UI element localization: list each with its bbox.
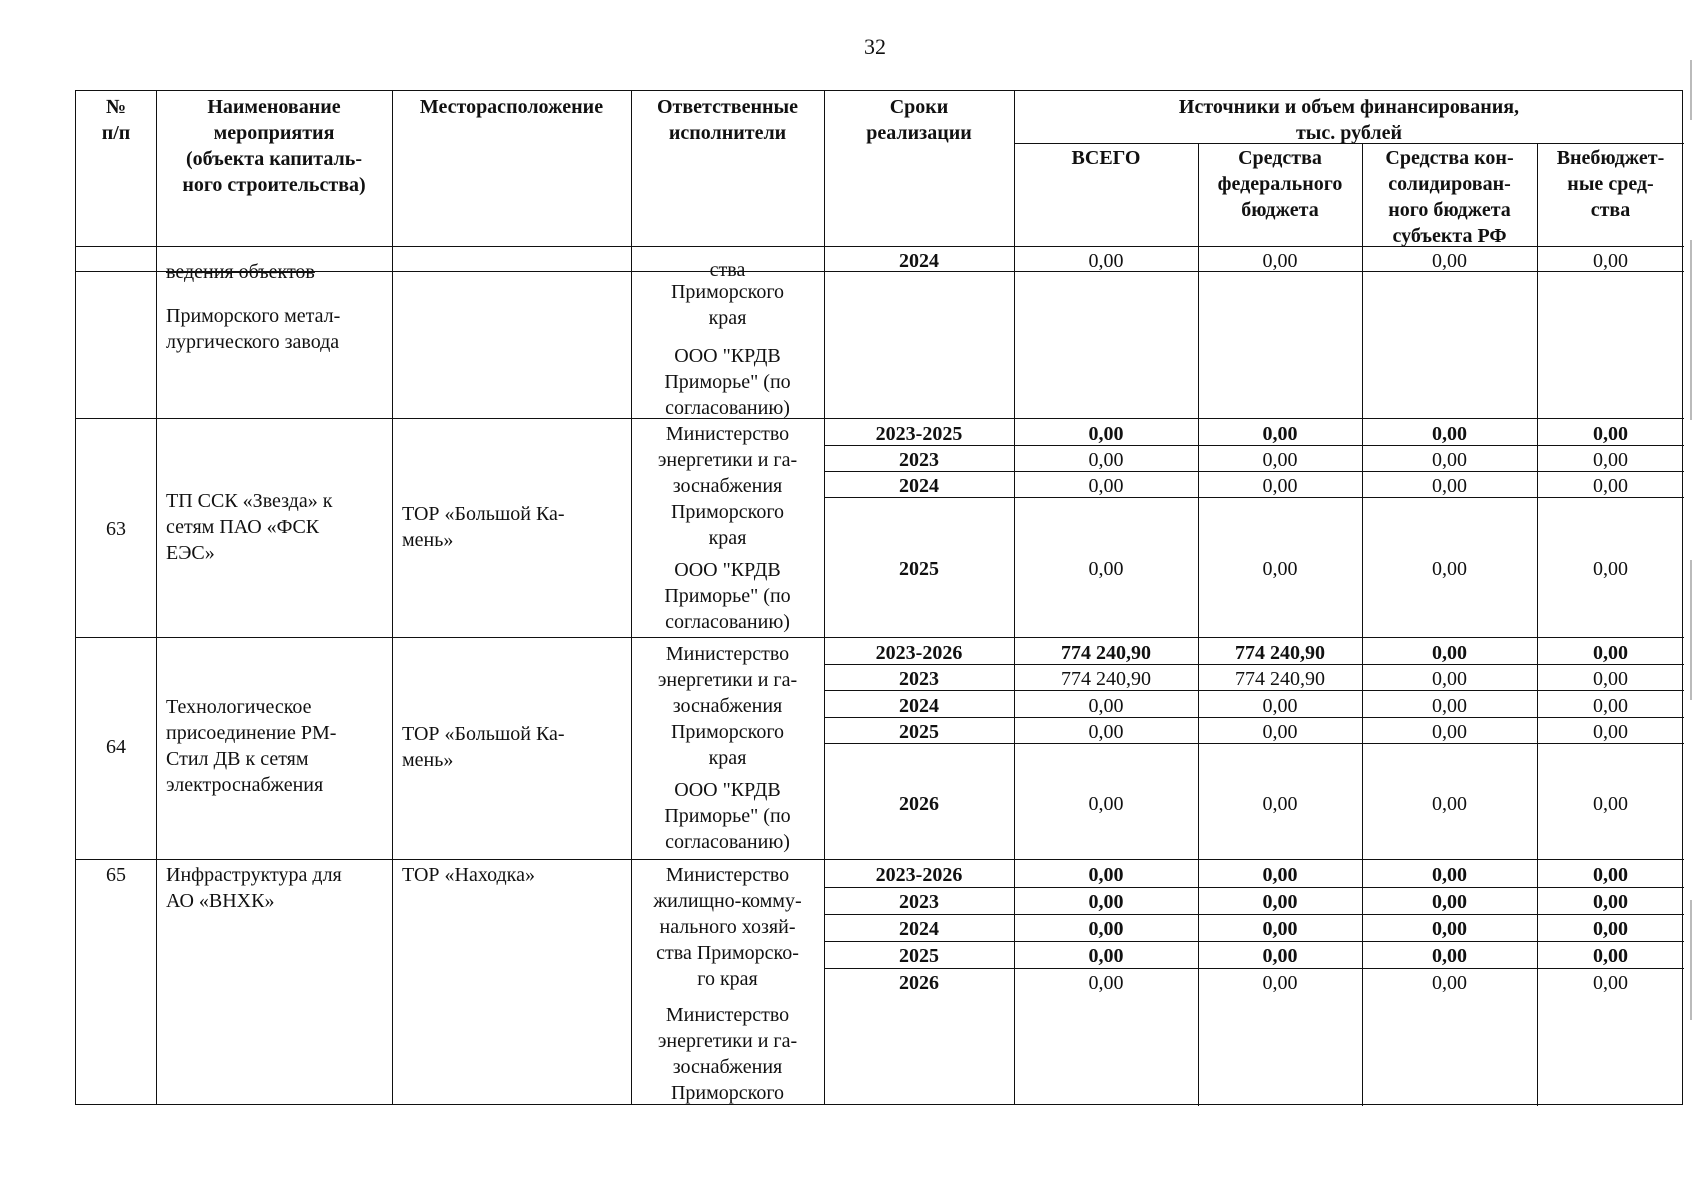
consolidated-cell: 0,00 — [1432, 721, 1467, 743]
year-cell: 2023 — [899, 449, 939, 471]
extra-cell: 0,00 — [1593, 891, 1628, 913]
header-num: № п/п — [101, 96, 131, 144]
total-cell: 0,00 — [1088, 918, 1124, 940]
total-cell: 0,00 — [1088, 721, 1124, 743]
total-cell: 0,00 — [1088, 558, 1124, 580]
year-cell: 2024 — [899, 918, 939, 940]
federal-cell: 0,00 — [1262, 423, 1298, 445]
federal-cell: 774 240,90 — [1235, 668, 1325, 690]
extra-cell: 0,00 — [1593, 695, 1628, 717]
extra-cell: 0,00 — [1593, 972, 1628, 994]
row-number: 64 — [106, 736, 126, 758]
consolidated-cell: 0,00 — [1432, 423, 1467, 445]
scan-edge-mark — [1690, 240, 1692, 420]
extra-cell: 0,00 — [1593, 918, 1628, 940]
event-name: Инфраструктура для АО «ВНХК» — [166, 864, 342, 912]
extra-cell: 0,00 — [1593, 864, 1628, 886]
extra-cell: 0,00 — [1593, 945, 1628, 967]
extra-cell: 0,00 — [1593, 558, 1628, 580]
total-cell: 0,00 — [1088, 475, 1124, 497]
location-text: ТОР «Большой Ка- мень» — [402, 503, 565, 551]
year-cell: 2024 — [899, 695, 939, 717]
federal-cell: 0,00 — [1262, 695, 1298, 717]
consolidated-cell: 0,00 — [1432, 475, 1467, 497]
extra-cell: 0,00 — [1593, 449, 1628, 471]
federal-cell: 0,00 — [1262, 793, 1298, 815]
extra-cell: 0,00 — [1593, 475, 1628, 497]
event-name: Технологическое присоединение РМ- Стил ДВ к сетям электроснабжения — [166, 696, 337, 796]
scan-edge-mark — [1690, 60, 1692, 120]
year-cell: 2024 — [899, 250, 939, 272]
extra-cell: 0,00 — [1593, 250, 1628, 272]
row-line — [76, 859, 1684, 860]
total-cell: 0,00 — [1088, 449, 1124, 471]
consolidated-cell: 0,00 — [1432, 250, 1467, 272]
col-line — [392, 91, 393, 1104]
year-cell: 2026 — [899, 793, 939, 815]
total-cell: 0,00 — [1088, 945, 1124, 967]
total-cell: 0,00 — [1088, 793, 1124, 815]
name-cut-text: ведения объектов — [166, 261, 315, 283]
consolidated-cell: 0,00 — [1432, 918, 1467, 940]
federal-cell: 0,00 — [1262, 972, 1298, 994]
total-cell: 0,00 — [1088, 423, 1124, 445]
extra-cell: 0,00 — [1593, 793, 1628, 815]
consolidated-cell: 0,00 — [1432, 558, 1467, 580]
year-cell: 2023 — [899, 668, 939, 690]
executor-text: ООО "КРДВ Приморье" (по согласованию) — [664, 345, 791, 419]
federal-cell: 0,00 — [1262, 250, 1298, 272]
row-line — [76, 418, 1684, 419]
executor-text: ООО "КРДВ Приморье" (по согласованию) — [664, 779, 791, 853]
header-extra: Внебюджет- ные сред- ства — [1556, 147, 1665, 221]
extra-cell: 0,00 — [1593, 423, 1628, 445]
consolidated-cell: 0,00 — [1432, 972, 1467, 994]
federal-cell: 0,00 — [1262, 945, 1298, 967]
scan-edge-mark — [1690, 900, 1692, 1020]
extra-cell: 0,00 — [1593, 721, 1628, 743]
consolidated-cell: 0,00 — [1432, 891, 1467, 913]
total-cell: 0,00 — [1088, 972, 1124, 994]
page-number: 32 — [864, 34, 886, 59]
federal-cell: 0,00 — [1262, 891, 1298, 913]
federal-cell: 774 240,90 — [1235, 642, 1325, 664]
row-number: 63 — [106, 518, 126, 540]
year-cell: 2025 — [899, 721, 939, 743]
total-cell: 0,00 — [1088, 864, 1124, 886]
name-text: Приморского метал- лургического завода — [166, 305, 341, 353]
funding-table — [75, 90, 1683, 1105]
year-cell: 2023-2026 — [875, 642, 963, 664]
executor-text: Министерство энергетики и га- зоснабжения Приморского края — [657, 423, 798, 549]
total-cell: 774 240,90 — [1061, 642, 1151, 664]
year-cell: 2026 — [899, 972, 939, 994]
consolidated-cell: 0,00 — [1432, 449, 1467, 471]
year-cell: 2024 — [899, 475, 939, 497]
row-number: 65 — [106, 864, 126, 886]
header-executors: Ответственные исполнители — [656, 96, 799, 144]
extra-cell: 0,00 — [1593, 642, 1628, 664]
location-text: ТОР «Большой Ка- мень» — [402, 723, 565, 771]
total-cell: 0,00 — [1088, 891, 1124, 913]
federal-cell: 0,00 — [1262, 475, 1298, 497]
executor-text: Приморского края — [670, 281, 785, 329]
event-name: ТП ССК «Звезда» к сетям ПАО «ФСК ЕЭС» — [166, 490, 333, 564]
executor-text: Министерство энергетики и га- зоснабжения Приморского края — [657, 643, 798, 769]
consolidated-cell: 0,00 — [1432, 945, 1467, 967]
header-location: Месторасположение — [419, 96, 604, 118]
executor-text: ООО "КРДВ Приморье" (по согласованию) — [664, 559, 791, 633]
scan-edge-mark — [1690, 560, 1692, 700]
year-cell: 2023-2026 — [875, 864, 963, 886]
federal-cell: 0,00 — [1262, 721, 1298, 743]
year-cell: 2025 — [899, 558, 939, 580]
row-line — [76, 637, 1684, 638]
consolidated-cell: 0,00 — [1432, 793, 1467, 815]
executor-text: Министерство жилищно-комму- нального хозяй- ства Приморско- го края — [653, 864, 802, 990]
federal-cell: 0,00 — [1262, 558, 1298, 580]
consolidated-cell: 0,00 — [1432, 864, 1467, 886]
header-consolidated: Средства кон- солидирован- ного бюджета субъекта РФ — [1385, 147, 1514, 247]
executor-text: Министерство энергетики и га- зоснабжения Приморского — [657, 1004, 798, 1104]
year-cell: 2023-2025 — [875, 423, 963, 445]
federal-cell: 0,00 — [1262, 449, 1298, 471]
header-federal: Средства федерального бюджета — [1217, 147, 1343, 221]
total-cell: 0,00 — [1088, 250, 1124, 272]
federal-cell: 0,00 — [1262, 918, 1298, 940]
year-cell: 2023 — [899, 891, 939, 913]
extra-cell: 0,00 — [1593, 668, 1628, 690]
location-text: ТОР «Находка» — [402, 864, 535, 886]
year-cell: 2025 — [899, 945, 939, 967]
executor-cut-text: ства — [709, 259, 746, 281]
total-cell: 0,00 — [1088, 695, 1124, 717]
consolidated-cell: 0,00 — [1432, 695, 1467, 717]
header-terms: Сроки реализации — [866, 96, 972, 144]
header-name: Наименование мероприятия (объекта капиталь- ного строительства) — [182, 96, 366, 196]
total-cell: 774 240,90 — [1061, 668, 1151, 690]
federal-cell: 0,00 — [1262, 864, 1298, 886]
col-line — [156, 91, 157, 1104]
consolidated-cell: 0,00 — [1432, 668, 1467, 690]
header-funding: Источники и объем финансирования, тыс. рублей — [1178, 96, 1520, 144]
header-total: ВСЕГО — [1071, 147, 1141, 169]
consolidated-cell: 0,00 — [1432, 642, 1467, 664]
